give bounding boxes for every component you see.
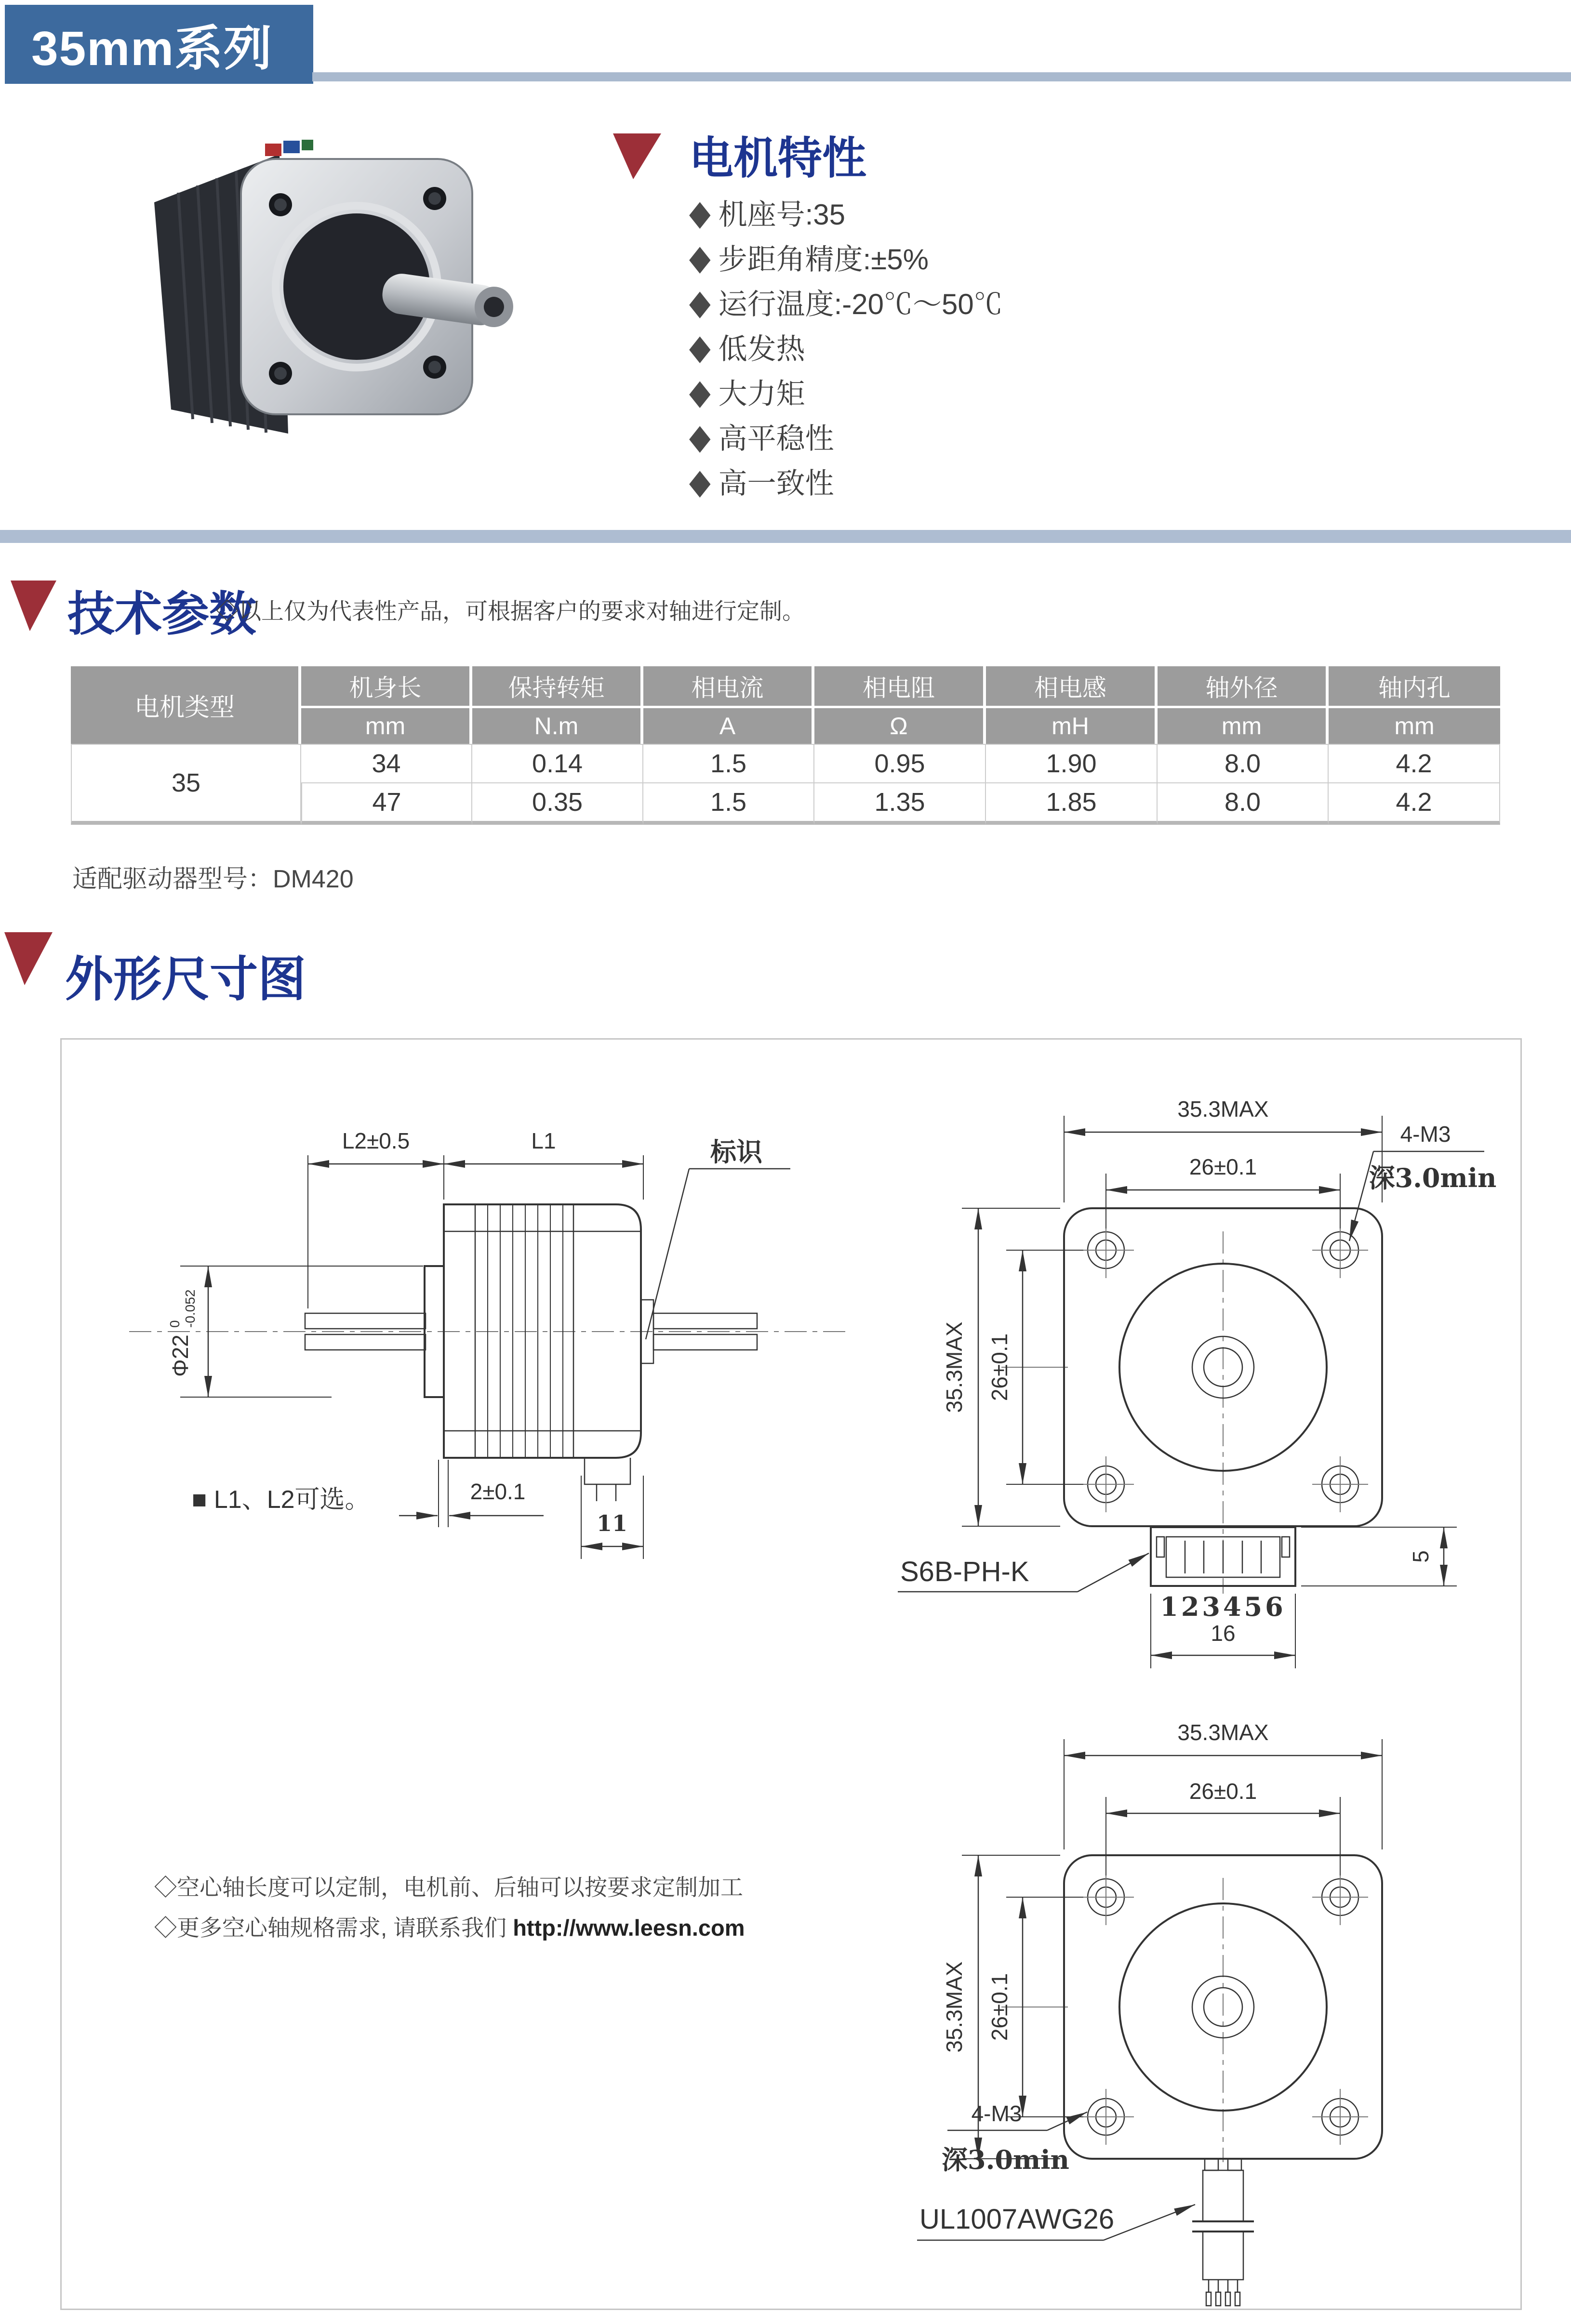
dim-height-label: 26±0.1 [987,1333,1012,1401]
cell: 0.95 [814,744,986,783]
dimensions-marker-triangle [4,932,53,985]
cell: 1.5 [643,744,814,783]
side-view-drawing [129,1128,847,1559]
note-line-prefix: ◇更多空心轴规格需求, 请联系我们 [154,1915,513,1941]
note-line [154,1908,745,1948]
feature-text: 低发热 [718,332,805,365]
diamond-icon: ◆ [689,462,711,501]
dim-height-label: 26±0.1 [987,1973,1012,2041]
shaft-tolerance-upper: 0 [167,1320,182,1328]
feature-item [689,279,1003,324]
cell: 1.5 [643,783,814,825]
col-header: 轴内孔 [1329,666,1500,708]
col-unit: mm [1329,708,1500,744]
diamond-icon: ◆ [689,327,711,367]
diamond-icon: ◆ [689,417,711,456]
series-badge-label: 35mm系列 [31,22,273,76]
col-unit: mm [1158,708,1329,744]
dimensions-heading: 外形尺寸图 [65,952,306,1006]
features-marker-triangle [613,133,661,179]
feature-text: 步距角精度:±5% [718,243,929,276]
feature-text: 运行温度:-20℃～50℃ [718,288,1003,320]
cell: 4.2 [1329,744,1500,783]
col-header: 机身长 [301,666,472,708]
dim-height-max-label: 35.3MAX [942,1961,967,2053]
lead-cable [1192,2159,1254,2306]
screw-label: 4-M3 [1400,1122,1451,1147]
feature-text: 高一致性 [718,467,834,500]
dimension-drawing [62,1040,1520,2309]
col-header: 相电感 [986,666,1158,708]
cell-motor-type: 35 [71,744,301,825]
cell: 34 [301,744,472,783]
features-heading: 电机特性 [689,134,867,183]
front-view-top-drawing [898,1096,1496,1668]
col-unit: mH [986,708,1158,744]
pin-numbers-label: 123456 [1160,1591,1286,1622]
dim-l2-label: L2±0.5 [342,1128,410,1153]
feature-item [689,459,1003,503]
driver-note: 适配驱动器型号：DM420 [72,865,354,893]
col-header: 轴外径 [1158,666,1329,708]
feature-text: 高平稳性 [718,422,834,455]
col-header: 相电阻 [814,666,986,708]
col-unit: A [643,708,814,744]
cell: 8.0 [1158,744,1329,783]
diamond-icon: ◆ [689,282,711,322]
cell: 1.90 [986,744,1158,783]
feature-item [689,414,1003,459]
feature-item [689,369,1003,414]
cell: 0.14 [472,744,643,783]
cell: 1.85 [986,783,1158,825]
shaft-diameter-label: Φ22 [168,1334,193,1377]
col-unit: Ω [814,708,986,744]
cell: 4.2 [1329,783,1500,825]
dim-width-max-label: 35.3MAX [1177,1720,1269,1745]
diamond-icon: ◆ [689,193,711,232]
note-line: ◇空心轴长度可以定制，电机前、后轴可以按要求定制加工 [154,1875,743,1900]
screw-depth-label: 深3.0min [942,2144,1069,2175]
shaft-option-note: ■ L1、L2可选。 [192,1486,370,1514]
dim-l1-label: L1 [531,1128,556,1153]
diamond-icon: ◆ [689,238,711,277]
dim-step-label: 2±0.1 [470,1479,526,1504]
screw-depth-label: 深3.0min [1369,1162,1497,1193]
connector-label: S6B-PH-K [900,1556,1029,1587]
spec-table [71,666,1500,825]
feature-text: 大力矩 [718,377,805,410]
motor-image [154,140,516,434]
col-unit: mm [301,708,472,744]
col-header: 保持转矩 [472,666,643,708]
cell: 1.35 [814,783,986,825]
connector [1151,1527,1295,1586]
specs-marker-triangle [11,581,56,631]
dimension-drawing-area [60,1038,1522,2310]
customization-notes [154,1867,745,1948]
col-unit: N.m [472,708,643,744]
dim-width-max-label: 35.3MAX [1177,1096,1269,1122]
product-photo [120,125,520,472]
series-badge [5,5,313,84]
dim-width-label: 26±0.1 [1189,1154,1257,1179]
dim-height-max-label: 35.3MAX [942,1321,967,1413]
cell: 8.0 [1158,783,1329,825]
website-link[interactable]: http://www.leesn.com [513,1915,745,1941]
feature-item [689,324,1003,369]
cable-label: UL1007AWG26 [919,2204,1115,2235]
section-divider-bar [0,530,1571,543]
dim-tab-label: 11 [596,1510,628,1536]
table-row [71,744,1500,783]
cell: 47 [301,783,472,825]
dim-connector-width-label: 16 [1211,1621,1236,1646]
col-header: 相电流 [643,666,814,708]
shaft-tolerance-lower: -0.052 [183,1289,198,1328]
front-view-bottom-drawing [917,1720,1382,2306]
diamond-icon: ◆ [689,372,711,411]
specs-note: ◇以上仅为代表性产品，可根据客户的要求对轴进行定制。 [216,598,805,624]
feature-item [689,235,1003,279]
feature-text: 机座号:35 [718,198,846,231]
specs-heading: 技术参数 [67,587,257,640]
feature-item [689,190,1003,235]
mark-label: 标识 [710,1138,762,1167]
dim-connector-height-label: 5 [1408,1550,1433,1563]
cell: 0.35 [472,783,643,825]
header-accent-bar [312,72,1571,81]
dim-width-label: 26±0.1 [1189,1779,1257,1804]
features-list [689,190,1003,503]
col-header-motor-type: 电机类型 [71,666,301,744]
screw-label: 4-M3 [971,2101,1022,2126]
